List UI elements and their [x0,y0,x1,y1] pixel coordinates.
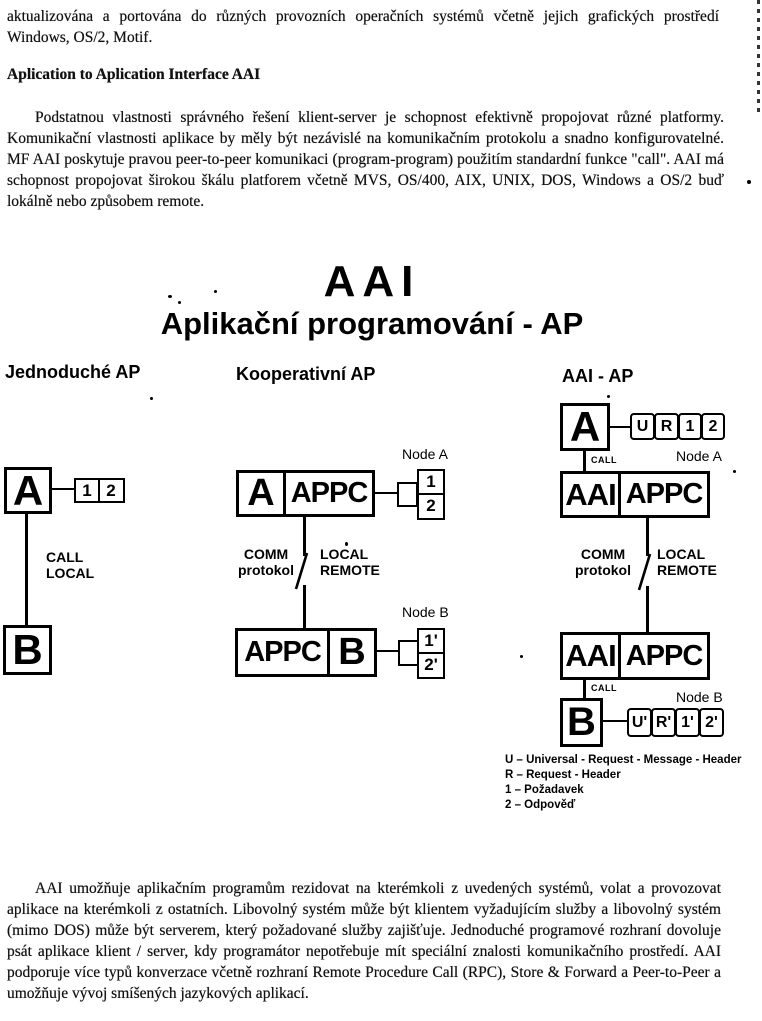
column-header-cooperative-ap: Kooperativní AP [236,364,376,384]
body-paragraph: Podstatnou vlastnosti správného řešení klient-server je schopnost efektivně propojovat různé platformy. Komunikační vlastnosti aplikace by měly být nezávislé na komunikačním protokolu a snadno konfigurovatelné. MF AAI poskytuje pravou peer-to-peer komunikaci (program-program) použitím standardní funkce "call". AAI má schopnost propojovat širokou škálu platforem včetně MVS, OS/400, AIX, UNIX, DOS, Windows a OS/2 buď lokálně nebo způsobem remote. [7,109,724,210]
coop-top-box [236,470,375,517]
aai-box-a [560,403,610,451]
aai-bottom-connector-line [603,720,627,722]
coop-top-box-appc: APPC [290,477,368,509]
scan-noise [757,0,760,112]
scan-noise [168,295,172,298]
figure-legend [505,753,741,813]
scan-noise [747,180,751,184]
coop-top-connector-square [397,482,418,507]
aai-node-b-cells [627,708,724,737]
coop-top-connector-line [375,492,397,494]
legend-line-u: U – Universal - Request - Message - Header [505,754,742,766]
aai-local-remote-label [657,546,717,578]
scan-noise [607,395,610,398]
simple-call-label: CALL [46,549,84,565]
column-header-aai-ap: AAI - AP [562,366,634,386]
message-cell: 2' [699,708,724,737]
aai-top-box [560,471,710,518]
aai-node-a-label: Node A [676,448,722,464]
section-heading: Aplication to Aplication Interface AAI [7,66,261,83]
aai-node-a-cells [630,413,725,440]
simple-call-local-label [46,549,94,581]
simple-local-label: LOCAL [46,565,95,581]
message-cell: 2 [701,413,725,440]
scan-noise [214,290,217,293]
message-cell: 1 [678,413,702,440]
message-cell: 1 [74,478,100,503]
coop-comm-label: COMM [243,546,289,562]
simple-call-line [25,514,28,625]
message-cell: R' [651,708,676,737]
aai-link-line-top [646,518,649,556]
coop-bottom-box-b: B [338,631,366,673]
scan-noise [178,301,181,304]
coop-protokol-label: protokol [238,562,294,578]
message-cell: 1' [417,628,445,654]
coop-bottom-connector-line [377,650,398,652]
closing-paragraph: AAI umožňuje aplikačním programům rezidovat na kterémkoli z uvedených systémů, volat a provozovat aplikace na kterémkoli z ostatních. Libovolný systém může být klientem vyžadujícím služby a libovolný systém (mimo DOS) může být serverem, který požadované služby zajišťuje. Jednoduché programové rozhraní dovoluje psát aplikace klient / server, kdy programátor nepotřebuje mít speciální znalosti komunikačního prostředí. AAI podporuje více typů konverzace včetně rozhraní Remote Procedure Call (RPC), Store & Forward a Peer-to-Peer a umožňuje vývoj smíšených jazykových aplikací. [7,880,721,1002]
legend-line-1: 1 – Požadavek [505,784,584,796]
aai-bottom-box-appc: APPC [625,639,703,672]
simple-box-a [4,467,52,514]
aai-box-b [560,698,603,747]
aai-bottom-box [560,632,710,680]
aai-node-b-label: Node B [676,689,723,705]
coop-bottom-box [235,628,377,677]
scan-noise [733,470,736,473]
intro-paragraph: aktualizována a portována do různých provozních operačních systémů včetně jejich grafických prostředí Windows, OS/2, Motif. [7,8,719,46]
aai-box-a-label: A [569,403,601,450]
aai-call-line-bottom [583,680,586,698]
figure-subtitle: Aplikační programování - AP [160,306,584,341]
coop-remote-label: REMOTE [320,562,380,578]
scan-noise [345,542,348,546]
aai-top-box-aai: AAI [565,476,616,512]
aai-comm-protokol-label [572,546,634,578]
simple-box-a-label: A [12,466,44,514]
coop-node-b-label: Node B [402,604,449,620]
coop-link-line-bottom [303,585,306,628]
message-cell: U' [627,708,652,737]
scan-noise [520,655,523,658]
aai-call-line-top [583,451,586,471]
aai-link-line-bottom [646,586,649,632]
message-cell: R [654,413,679,440]
legend-line-2: 2 – Odpověď [505,799,576,811]
aai-top-connector-line [610,426,630,428]
legend-line-r: R – Request - Header [505,769,621,781]
simple-connector-line [52,488,74,490]
aai-bottom-box-aai: AAI [565,638,616,673]
message-cell: U [630,413,655,440]
coop-top-box-a: A [247,472,275,514]
message-cell: 2 [98,478,125,503]
message-cell: 2 [417,493,445,520]
message-cell: 1 [417,469,445,495]
message-cell: 2' [417,652,445,679]
coop-local-label: LOCAL [320,546,369,562]
coop-comm-protokol-label [235,546,297,578]
simple-message-cells [74,478,125,503]
coop-local-remote-label [320,546,380,578]
simple-box-b [3,625,52,675]
message-cell: 1' [675,708,700,737]
column-header-simple-ap: Jednoduché AP [5,362,141,382]
coop-node-a-label: Node A [402,446,448,462]
aai-box-b-label: B [567,700,596,744]
aai-call-label-bottom: CALL [591,683,617,693]
simple-box-b-label: B [12,626,43,673]
aai-protokol-label: protokol [575,562,631,578]
scan-noise [150,397,153,400]
coop-node-a-cells [417,469,445,520]
aai-top-box-appc: APPC [625,478,703,510]
aai-local-label: LOCAL [657,546,706,562]
aai-comm-label: COMM [580,546,626,562]
link-break-zigzag [636,552,654,592]
figure-title: AAI [323,257,421,306]
coop-node-b-cells [417,628,445,679]
coop-bottom-box-appc: APPC [244,636,321,668]
aai-call-label-top: CALL [591,455,617,465]
aai-remote-label: REMOTE [657,562,717,578]
